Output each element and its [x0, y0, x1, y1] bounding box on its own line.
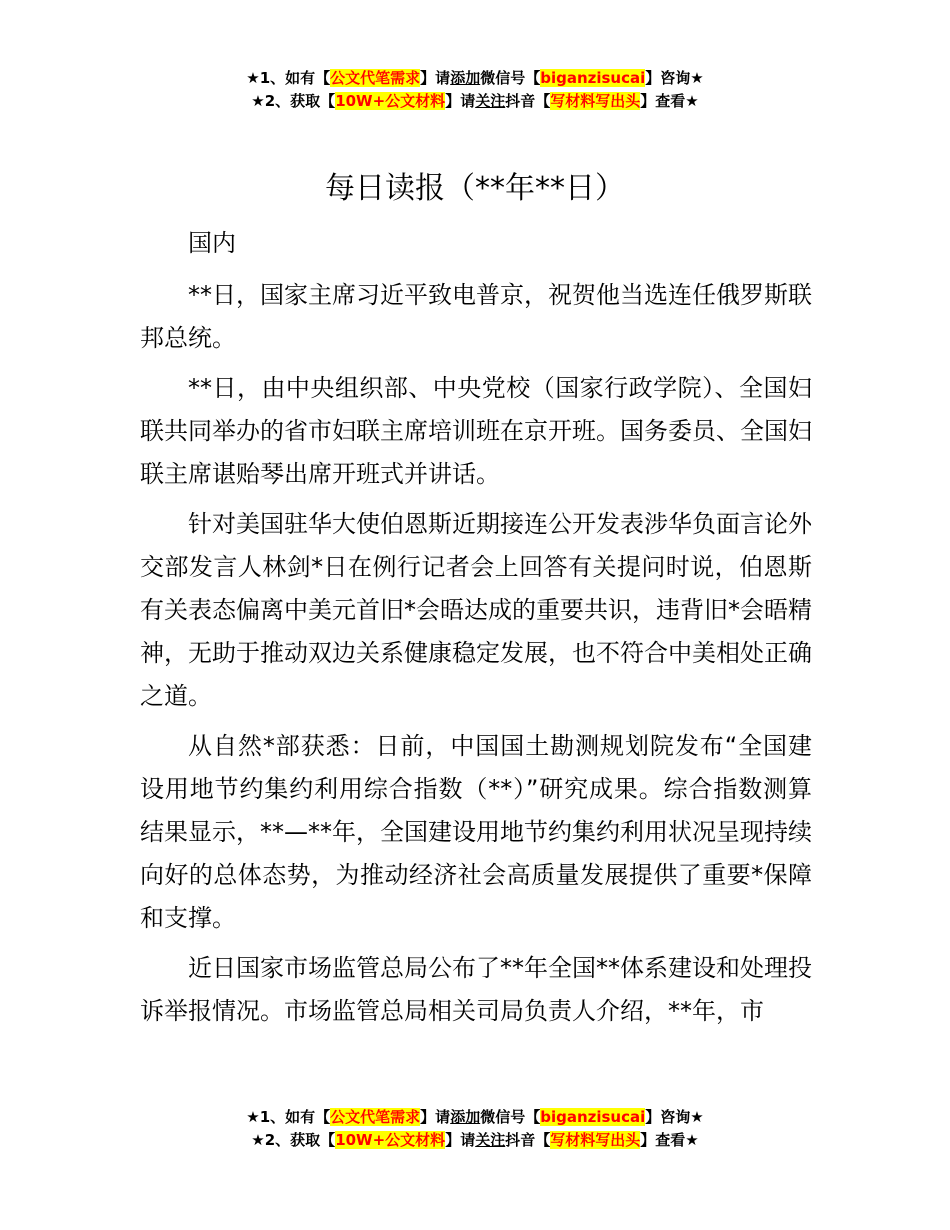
banner-text: 】查看★ — [640, 92, 699, 110]
banner-text: 】咨询★ — [645, 69, 704, 87]
banner-emphasis: 关注 — [475, 92, 506, 110]
banner-highlight: 写材料写出头 — [550, 92, 641, 110]
document-body — [140, 222, 812, 1040]
banner-text: 】咨询★ — [645, 1108, 704, 1126]
footer-banner — [0, 1106, 950, 1152]
banner-line-2 — [0, 1129, 950, 1152]
section-heading: 国内 — [188, 229, 236, 257]
banner-highlight: 10W+公文材料 — [335, 1131, 446, 1149]
paragraph: 针对美国驻华大使伯恩斯近期接连公开发表涉华负面言论外交部发言人林剑*日在例行记者会上回答有关提问时说，伯恩斯有关表态偏离中美元首旧*会晤达成的重要共识，违背旧*会晤精神，无助于推动双边关系健康稳定发展，也不符合中美相处正确之道。 — [140, 510, 812, 710]
banner-text: 】请 — [445, 1131, 476, 1149]
banner-text: 】请 — [420, 69, 451, 87]
header-banner — [0, 67, 950, 113]
banner-line-2 — [0, 90, 950, 113]
banner-emphasis: 添加 — [450, 69, 481, 87]
paragraph: 近日国家市场监管总局公布了**年全国**体系建设和处理投诉举报情况。市场监管总局相关司局负责人介绍，**年，市 — [140, 954, 812, 1025]
banner-highlight: biganzisucai — [540, 1108, 646, 1126]
document-title: 每日读报（**年**日） — [325, 171, 625, 206]
banner-emphasis: 关注 — [475, 1131, 506, 1149]
banner-text: ★1、如有【 — [246, 69, 331, 87]
banner-text: 】查看★ — [640, 1131, 699, 1149]
paragraph: **日，国家主席习近平致电普京，祝贺他当选连任俄罗斯联邦总统。 — [140, 281, 812, 352]
banner-highlight: 10W+公文材料 — [335, 92, 446, 110]
banner-text: ★2、获取【 — [251, 92, 336, 110]
banner-text: 抖音【 — [505, 1131, 551, 1149]
banner-line-1 — [0, 1106, 950, 1129]
banner-text: 微信号【 — [480, 1108, 541, 1126]
banner-text: 微信号【 — [480, 69, 541, 87]
banner-highlight: biganzisucai — [540, 69, 646, 87]
banner-text: ★1、如有【 — [246, 1108, 331, 1126]
banner-text: 】请 — [445, 92, 476, 110]
banner-highlight: 写材料写出头 — [550, 1131, 641, 1149]
banner-text: 抖音【 — [505, 92, 551, 110]
banner-highlight: 公文代笔需求 — [330, 1108, 421, 1126]
banner-line-1 — [0, 67, 950, 90]
paragraph: 从自然*部获悉：日前，中国国土勘测规划院发布“全国建设用地节约集约利用综合指数（**）”研究成果。综合指数测算结果显示，**—**年，全国建设用地节约集约利用状况呈现持续向好的总体态势，为推动经济社会高质量发展提供了重要*保障和支撑。 — [140, 732, 812, 932]
paragraph: **日，由中央组织部、中央党校（国家行政学院）、全国妇联共同举办的省市妇联主席培训班在京开班。国务委员、全国妇联主席谌贻琴出席开班式并讲话。 — [140, 374, 812, 488]
banner-emphasis: 添加 — [450, 1108, 481, 1126]
banner-text: 】请 — [420, 1108, 451, 1126]
banner-text: ★2、获取【 — [251, 1131, 336, 1149]
banner-highlight: 公文代笔需求 — [330, 69, 421, 87]
